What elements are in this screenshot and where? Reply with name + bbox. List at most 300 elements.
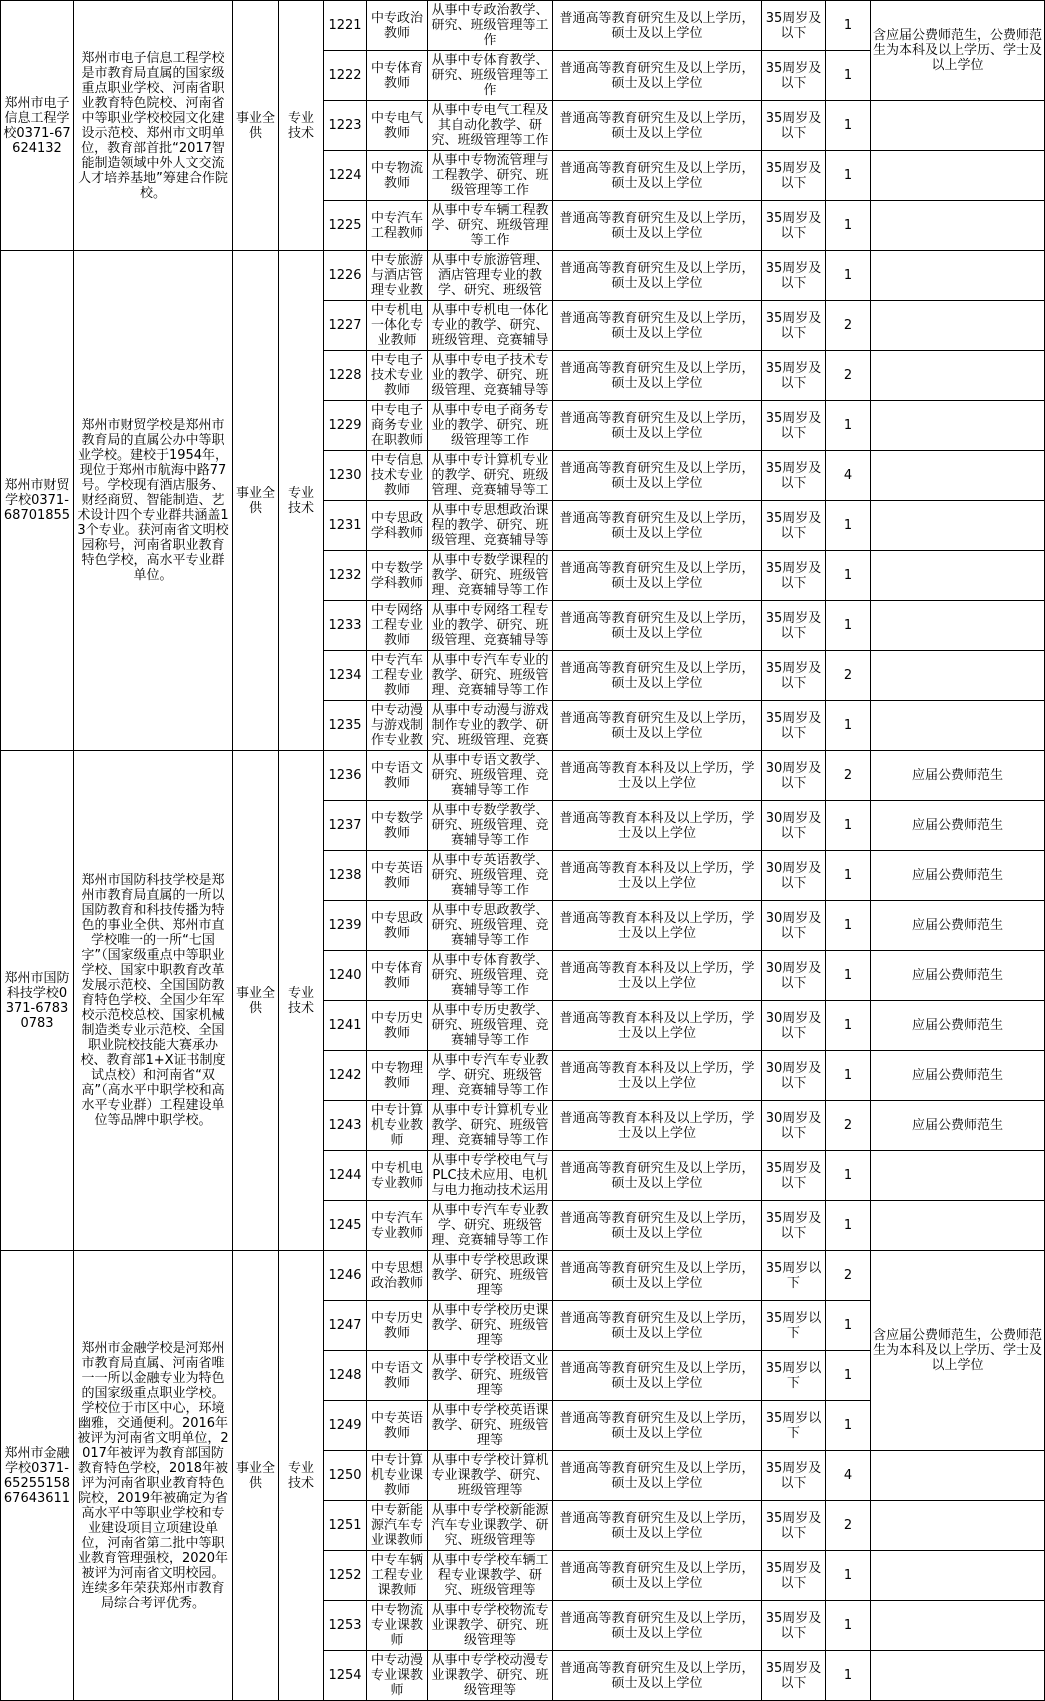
post-code-text: 1221 bbox=[328, 18, 362, 33]
headcount-text: 1 bbox=[843, 1318, 853, 1333]
remark-text: 应届公费师范生 bbox=[911, 818, 1003, 833]
duty-text: 从事中专学校英语课教学、研究、班级管理等 bbox=[431, 1403, 549, 1448]
post-code-cell bbox=[324, 51, 367, 101]
duty-text: 从事中专学校动漫专业课教学、研究、班级管理等 bbox=[431, 1653, 549, 1698]
education-text: 普通高等教育研究生及以上学历，硕士及以上学位 bbox=[559, 560, 755, 591]
post-code-text: 1234 bbox=[328, 668, 362, 683]
post-name-cell bbox=[367, 1201, 428, 1251]
duty-text: 从事中专学校计算机专业课教学、研究、班级管理等 bbox=[431, 1453, 549, 1498]
education-text: 普通高等教育本科及以上学历，学士及以上学位 bbox=[559, 860, 755, 891]
headcount-cell bbox=[826, 51, 871, 101]
post-code-cell bbox=[324, 751, 367, 801]
post-name-text: 中专新能源汽车专业课教师 bbox=[370, 1503, 423, 1548]
post-code-cell bbox=[324, 351, 367, 401]
age-text: 35周岁及以下 bbox=[765, 60, 822, 91]
age-cell bbox=[762, 1351, 826, 1401]
headcount-text: 2 bbox=[843, 668, 853, 683]
post-code-text: 1235 bbox=[328, 718, 362, 733]
duty-text: 从事中专计算机专业的教学、研究、班级管理、竞赛辅导等工 bbox=[431, 453, 549, 498]
remark-cell bbox=[871, 1201, 1045, 1251]
funding-type-cell bbox=[233, 1, 279, 251]
headcount-text: 1 bbox=[843, 718, 853, 733]
remark-text: 应届公费师范生 bbox=[911, 918, 1003, 933]
funding-type-cell bbox=[233, 1251, 279, 1701]
headcount-cell bbox=[826, 501, 871, 551]
age-cell bbox=[762, 701, 826, 751]
post-code-cell bbox=[324, 1151, 367, 1201]
post-name-cell bbox=[367, 701, 428, 751]
education-text: 普通高等教育研究生及以上学历，硕士及以上学位 bbox=[559, 510, 755, 541]
education-text: 普通高等教育研究生及以上学历，硕士及以上学位 bbox=[559, 160, 755, 191]
post-name-text: 中专电气教师 bbox=[370, 110, 423, 141]
education-text: 普通高等教育研究生及以上学历，硕士及以上学位 bbox=[559, 1360, 755, 1391]
remark-cell bbox=[871, 1, 1045, 101]
age-cell bbox=[762, 301, 826, 351]
post-name-cell bbox=[367, 901, 428, 951]
education-text: 普通高等教育本科及以上学历，学士及以上学位 bbox=[559, 1060, 755, 1091]
post-code-cell bbox=[324, 1551, 367, 1601]
post-code-text: 1236 bbox=[328, 768, 362, 783]
post-name-cell bbox=[367, 1051, 428, 1101]
age-cell bbox=[762, 201, 826, 251]
education-cell bbox=[553, 1451, 762, 1501]
headcount-cell bbox=[826, 201, 871, 251]
post-category-text: 专业技术 bbox=[287, 485, 314, 516]
post-code-text: 1237 bbox=[328, 818, 362, 833]
post-category-text: 专业技术 bbox=[287, 985, 314, 1016]
education-text: 普通高等教育研究生及以上学历，硕士及以上学位 bbox=[559, 1660, 755, 1691]
duty-text: 从事中专语文教学、研究、班级管理、竞赛辅导等工作 bbox=[431, 753, 549, 798]
age-text: 35周岁及以下 bbox=[765, 510, 822, 541]
post-code-cell bbox=[324, 1401, 367, 1451]
post-name-cell bbox=[367, 1151, 428, 1201]
post-name-cell bbox=[367, 1651, 428, 1701]
post-name-cell bbox=[367, 551, 428, 601]
education-cell bbox=[553, 1101, 762, 1151]
school-name-cell bbox=[1, 1, 74, 251]
post-code-text: 1245 bbox=[328, 1218, 362, 1233]
age-cell bbox=[762, 601, 826, 651]
remark-text: 应届公费师范生 bbox=[911, 768, 1003, 783]
post-name-text: 中专计算机专业教师 bbox=[370, 1103, 423, 1148]
post-code-cell bbox=[324, 301, 367, 351]
duty-text: 从事中专学校语文业教学、研究、班级管理等 bbox=[431, 1353, 549, 1398]
post-category-cell bbox=[279, 1251, 324, 1701]
duty-cell bbox=[428, 501, 553, 551]
remark-cell bbox=[871, 501, 1045, 551]
education-text: 普通高等教育研究生及以上学历，硕士及以上学位 bbox=[559, 1160, 755, 1191]
post-category-text: 专业技术 bbox=[287, 1460, 314, 1491]
education-text: 普通高等教育研究生及以上学历，硕士及以上学位 bbox=[559, 1260, 755, 1291]
post-name-text: 中专思想政治教师 bbox=[370, 1260, 423, 1291]
post-code-cell bbox=[324, 951, 367, 1001]
post-name-cell bbox=[367, 251, 428, 301]
education-text: 普通高等教育研究生及以上学历，硕士及以上学位 bbox=[559, 660, 755, 691]
post-name-text: 中专历史教师 bbox=[370, 1010, 423, 1041]
education-text: 普通高等教育本科及以上学历，学士及以上学位 bbox=[559, 1110, 755, 1141]
post-name-cell bbox=[367, 51, 428, 101]
duty-cell bbox=[428, 1251, 553, 1301]
remark-text: 含应届公费师范生，公费师范生为本科及以上学历、学士及以上学位 bbox=[872, 28, 1042, 73]
post-code-text: 1231 bbox=[328, 518, 362, 533]
age-text: 35周岁及以下 bbox=[765, 660, 822, 691]
post-code-text: 1251 bbox=[328, 1518, 362, 1533]
post-name-text: 中专电子技术专业教师 bbox=[370, 353, 423, 398]
duty-text: 从事中专学校历史课教学、研究、班级管理等 bbox=[431, 1303, 549, 1348]
age-text: 30周岁及以下 bbox=[765, 1110, 822, 1141]
duty-cell bbox=[428, 1201, 553, 1251]
post-name-text: 中专旅游与酒店管理专业教 bbox=[370, 253, 423, 298]
post-code-text: 1253 bbox=[328, 1618, 362, 1633]
education-text: 普通高等教育本科及以上学历，学士及以上学位 bbox=[559, 810, 755, 841]
headcount-cell bbox=[826, 101, 871, 151]
duty-text: 从事中专历史教学、研究、班级管理、竞赛辅导等工作 bbox=[431, 1003, 549, 1048]
post-name-cell bbox=[367, 801, 428, 851]
headcount-cell bbox=[826, 1201, 871, 1251]
age-text: 35周岁及以下 bbox=[765, 1510, 822, 1541]
duty-cell bbox=[428, 1651, 553, 1701]
education-cell bbox=[553, 151, 762, 201]
post-code-text: 1242 bbox=[328, 1068, 362, 1083]
age-cell bbox=[762, 1401, 826, 1451]
education-text: 普通高等教育研究生及以上学历，硕士及以上学位 bbox=[559, 60, 755, 91]
headcount-text: 1 bbox=[843, 618, 853, 633]
post-code-text: 1229 bbox=[328, 418, 362, 433]
education-cell bbox=[553, 1301, 762, 1351]
headcount-text: 2 bbox=[843, 1268, 853, 1283]
duty-text: 从事中专学校新能源汽车专业课教学、研究、班级管理等 bbox=[431, 1503, 549, 1548]
remark-cell bbox=[871, 651, 1045, 701]
age-text: 35周岁及以下 bbox=[765, 460, 822, 491]
duty-cell bbox=[428, 651, 553, 701]
duty-text: 从事中专学校思政课教学、研究、班级管理等 bbox=[431, 1253, 549, 1298]
post-code-cell bbox=[324, 901, 367, 951]
post-name-cell bbox=[367, 951, 428, 1001]
age-text: 30周岁及以下 bbox=[765, 960, 822, 991]
headcount-cell bbox=[826, 1651, 871, 1701]
post-code-cell bbox=[324, 851, 367, 901]
post-code-cell bbox=[324, 1651, 367, 1701]
post-name-cell bbox=[367, 1501, 428, 1551]
age-text: 35周岁及以下 bbox=[765, 10, 822, 41]
post-code-cell bbox=[324, 1201, 367, 1251]
age-cell bbox=[762, 251, 826, 301]
headcount-cell bbox=[826, 1251, 871, 1301]
school-name-text: 郑州市财贸学校0371-68701855 bbox=[3, 478, 71, 523]
remark-cell bbox=[871, 801, 1045, 851]
age-text: 35周岁及以下 bbox=[765, 410, 822, 441]
headcount-cell bbox=[826, 251, 871, 301]
education-cell bbox=[553, 801, 762, 851]
duty-cell bbox=[428, 1051, 553, 1101]
education-cell bbox=[553, 1, 762, 51]
education-cell bbox=[553, 251, 762, 301]
headcount-text: 1 bbox=[843, 218, 853, 233]
remark-text: 应届公费师范生 bbox=[911, 868, 1003, 883]
post-name-text: 中专英语教师 bbox=[370, 1410, 423, 1441]
duty-cell bbox=[428, 1501, 553, 1551]
headcount-text: 1 bbox=[843, 1618, 853, 1633]
post-category-cell bbox=[279, 1, 324, 251]
headcount-cell bbox=[826, 1351, 871, 1401]
post-code-text: 1222 bbox=[328, 68, 362, 83]
headcount-text: 1 bbox=[843, 1418, 853, 1433]
duty-cell bbox=[428, 551, 553, 601]
duty-text: 从事中专思政教学、研究、班级管理、竞赛辅导等工作 bbox=[431, 903, 549, 948]
post-code-cell bbox=[324, 1051, 367, 1101]
duty-text: 从事中专动漫与游戏制作专业的教学、研究、班级管理、竞赛 bbox=[431, 703, 549, 748]
post-name-text: 中专物理教师 bbox=[370, 1060, 423, 1091]
funding-type-text: 事业全供 bbox=[235, 1460, 275, 1491]
post-name-text: 中专思政学科教师 bbox=[370, 510, 423, 541]
duty-text: 从事中专车辆工程教学、研究、班级管理等工作 bbox=[431, 203, 549, 248]
school-description-text: 郑州市电子信息工程学校是市教育局直属的国家级重点职业学校、河南省职业教育特色院校、河南省中等职业学校校园文化建设示范校、郑州市文明单位，教育部首批“2017智能制造领域中外人文交流人才培养基地”筹建合作院校。 bbox=[78, 50, 228, 201]
duty-cell bbox=[428, 1401, 553, 1451]
duty-cell bbox=[428, 951, 553, 1001]
education-cell bbox=[553, 401, 762, 451]
post-name-cell bbox=[367, 601, 428, 651]
headcount-cell bbox=[826, 1601, 871, 1651]
post-name-cell bbox=[367, 1251, 428, 1301]
post-code-cell bbox=[324, 1301, 367, 1351]
education-cell bbox=[553, 1351, 762, 1401]
age-text: 35周岁及以下 bbox=[765, 210, 822, 241]
education-cell bbox=[553, 501, 762, 551]
school-description-text: 郑州市国防科技学校是郑州市教育局直属的一所以国防教育和科技传播为特色的事业全供、郑州市直学校唯一的一所“七国字”（国家级重点中等职业学校、国家中职教育改革发展示范校、全国国防教育特色学校、全国少年军校示范校总校、国家机械制造类专业示范校、全国职业院校技能大赛承办校、教育部1+X证书制度试点校）和河南省“双高”（高水平中职学校和高水平专业群）工程建设单位等品牌中职学校。 bbox=[80, 873, 226, 1128]
post-name-cell bbox=[367, 301, 428, 351]
headcount-cell bbox=[826, 701, 871, 751]
remark-cell bbox=[871, 451, 1045, 501]
post-name-text: 中专网络工程专业教师 bbox=[370, 603, 423, 648]
age-cell bbox=[762, 1651, 826, 1701]
education-text: 普通高等教育研究生及以上学历，硕士及以上学位 bbox=[559, 1610, 755, 1641]
age-cell bbox=[762, 901, 826, 951]
education-cell bbox=[553, 951, 762, 1001]
post-name-text: 中专思政教师 bbox=[370, 910, 423, 941]
education-cell bbox=[553, 1201, 762, 1251]
post-code-text: 1247 bbox=[328, 1318, 362, 1333]
school-description-cell bbox=[74, 751, 233, 1251]
headcount-text: 1 bbox=[843, 968, 853, 983]
headcount-text: 1 bbox=[843, 68, 853, 83]
age-text: 35周岁及以下 bbox=[765, 560, 822, 591]
duty-cell bbox=[428, 601, 553, 651]
headcount-text: 2 bbox=[843, 768, 853, 783]
duty-text: 从事中专体育教学、研究、班级管理等工作 bbox=[431, 53, 549, 98]
age-text: 35周岁以下 bbox=[765, 1310, 822, 1341]
post-name-text: 中专历史教师 bbox=[370, 1310, 423, 1341]
age-cell bbox=[762, 751, 826, 801]
post-code-text: 1230 bbox=[328, 468, 362, 483]
post-name-cell bbox=[367, 101, 428, 151]
duty-cell bbox=[428, 751, 553, 801]
headcount-text: 4 bbox=[843, 1468, 853, 1483]
post-name-text: 中专机电专业教师 bbox=[370, 1160, 423, 1191]
remark-cell bbox=[871, 1501, 1045, 1551]
headcount-cell bbox=[826, 1151, 871, 1201]
post-name-text: 中专车辆工程专业课教师 bbox=[370, 1553, 423, 1598]
post-name-text: 中专体育教师 bbox=[370, 60, 423, 91]
education-text: 普通高等教育研究生及以上学历，硕士及以上学位 bbox=[559, 1560, 755, 1591]
post-code-text: 1227 bbox=[328, 318, 362, 333]
headcount-cell bbox=[826, 601, 871, 651]
post-code-cell bbox=[324, 151, 367, 201]
education-cell bbox=[553, 1151, 762, 1201]
headcount-text: 1 bbox=[843, 118, 853, 133]
post-name-text: 中专计算机专业课教师 bbox=[370, 1453, 423, 1498]
remark-text: 应届公费师范生 bbox=[911, 1018, 1003, 1033]
age-cell bbox=[762, 951, 826, 1001]
post-name-text: 中专体育教师 bbox=[370, 960, 423, 991]
headcount-cell bbox=[826, 1101, 871, 1151]
headcount-text: 2 bbox=[843, 368, 853, 383]
remark-cell bbox=[871, 301, 1045, 351]
headcount-text: 1 bbox=[843, 1018, 853, 1033]
post-name-cell bbox=[367, 1451, 428, 1501]
age-text: 35周岁以下 bbox=[765, 1260, 822, 1291]
remark-cell bbox=[871, 151, 1045, 201]
duty-text: 从事中专英语教学、研究、班级管理、竞赛辅导等工作 bbox=[431, 853, 549, 898]
headcount-cell bbox=[826, 451, 871, 501]
post-code-text: 1249 bbox=[328, 1418, 362, 1433]
post-name-cell bbox=[367, 351, 428, 401]
duty-text: 从事中专学校物流专业课教学、研究、班级管理等 bbox=[431, 1603, 549, 1648]
education-cell bbox=[553, 651, 762, 701]
post-category-text: 专业技术 bbox=[287, 110, 314, 141]
remark-cell bbox=[871, 1051, 1045, 1101]
education-cell bbox=[553, 1401, 762, 1451]
duty-text: 从事中专汽车专业教学、研究、班级管理、竞赛辅导等工作 bbox=[431, 1203, 549, 1248]
age-text: 35周岁及以下 bbox=[765, 1160, 822, 1191]
age-text: 35周岁及以下 bbox=[765, 610, 822, 641]
post-name-text: 中专机电一体化专业教师 bbox=[370, 303, 423, 348]
post-code-cell bbox=[324, 1001, 367, 1051]
age-text: 35周岁及以下 bbox=[765, 1660, 822, 1691]
age-cell bbox=[762, 1251, 826, 1301]
age-cell bbox=[762, 1301, 826, 1351]
education-text: 普通高等教育研究生及以上学历，硕士及以上学位 bbox=[559, 1210, 755, 1241]
headcount-cell bbox=[826, 401, 871, 451]
post-code-cell bbox=[324, 1, 367, 51]
remark-cell bbox=[871, 1551, 1045, 1601]
remark-text: 应届公费师范生 bbox=[911, 1118, 1003, 1133]
age-text: 30周岁及以下 bbox=[765, 910, 822, 941]
education-cell bbox=[553, 1651, 762, 1701]
post-name-cell bbox=[367, 751, 428, 801]
post-code-cell bbox=[324, 451, 367, 501]
post-code-text: 1225 bbox=[328, 218, 362, 233]
remark-cell bbox=[871, 1601, 1045, 1651]
age-cell bbox=[762, 851, 826, 901]
age-cell bbox=[762, 401, 826, 451]
duty-text: 从事中专电气工程及其自动化教学、研究、班级管理等工作 bbox=[431, 103, 549, 148]
age-cell bbox=[762, 51, 826, 101]
education-cell bbox=[553, 1501, 762, 1551]
duty-text: 从事中专数学教学、研究、班级管理、竞赛辅导等工作 bbox=[431, 803, 549, 848]
duty-cell bbox=[428, 1551, 553, 1601]
duty-text: 从事中专学校车辆工程专业课教学、研究、班级管理等 bbox=[431, 1553, 549, 1598]
education-text: 普通高等教育研究生及以上学历，硕士及以上学位 bbox=[559, 610, 755, 641]
post-code-cell bbox=[324, 101, 367, 151]
school-description-cell bbox=[74, 1, 233, 251]
duty-cell bbox=[428, 901, 553, 951]
remark-cell bbox=[871, 251, 1045, 301]
education-cell bbox=[553, 751, 762, 801]
remark-cell bbox=[871, 1151, 1045, 1201]
age-text: 35周岁及以下 bbox=[765, 310, 822, 341]
post-code-text: 1241 bbox=[328, 1018, 362, 1033]
post-name-cell bbox=[367, 1401, 428, 1451]
post-name-cell bbox=[367, 201, 428, 251]
age-cell bbox=[762, 1101, 826, 1151]
post-code-text: 1226 bbox=[328, 268, 362, 283]
duty-text: 从事中专思想政治课程的教学、研究、班级管理、竞赛辅导等 bbox=[431, 503, 549, 548]
duty-text: 从事中专物流管理与工程教学、研究、班级管理等工作 bbox=[431, 153, 549, 198]
remark-text: 含应届公费师范生，公费师范生为本科及以上学历、学士及以上学位 bbox=[872, 1328, 1042, 1373]
age-text: 35周岁以下 bbox=[765, 1410, 822, 1441]
duty-cell bbox=[428, 1151, 553, 1201]
funding-type-text: 事业全供 bbox=[235, 985, 275, 1016]
age-cell bbox=[762, 501, 826, 551]
post-code-text: 1239 bbox=[328, 918, 362, 933]
funding-type-cell bbox=[233, 251, 279, 751]
headcount-cell bbox=[826, 1, 871, 51]
remark-cell bbox=[871, 1651, 1045, 1701]
education-cell bbox=[553, 1251, 762, 1301]
post-code-text: 1250 bbox=[328, 1468, 362, 1483]
duty-cell bbox=[428, 801, 553, 851]
post-name-cell bbox=[367, 851, 428, 901]
post-code-cell bbox=[324, 501, 367, 551]
school-description-cell bbox=[74, 251, 233, 751]
education-cell bbox=[553, 1551, 762, 1601]
age-text: 35周岁及以下 bbox=[765, 710, 822, 741]
age-text: 35周岁及以下 bbox=[765, 160, 822, 191]
headcount-cell bbox=[826, 1301, 871, 1351]
age-text: 30周岁及以下 bbox=[765, 760, 822, 791]
post-code-cell bbox=[324, 1251, 367, 1301]
headcount-cell bbox=[826, 1501, 871, 1551]
duty-text: 从事中专汽车专业的教学、研究、班级管理、竞赛辅导等工作 bbox=[431, 653, 549, 698]
education-text: 普通高等教育本科及以上学历，学士及以上学位 bbox=[559, 910, 755, 941]
post-name-cell bbox=[367, 1, 428, 51]
duty-cell bbox=[428, 701, 553, 751]
post-name-cell bbox=[367, 501, 428, 551]
headcount-text: 2 bbox=[843, 318, 853, 333]
education-text: 普通高等教育研究生及以上学历，硕士及以上学位 bbox=[559, 1410, 755, 1441]
post-name-text: 中专电子商务专业在职教师 bbox=[370, 403, 423, 448]
headcount-cell bbox=[826, 1551, 871, 1601]
headcount-cell bbox=[826, 851, 871, 901]
education-text: 普通高等教育本科及以上学历，学士及以上学位 bbox=[559, 1010, 755, 1041]
post-name-cell bbox=[367, 651, 428, 701]
education-text: 普通高等教育研究生及以上学历，硕士及以上学位 bbox=[559, 110, 755, 141]
age-text: 35周岁以下 bbox=[765, 1360, 822, 1391]
remark-text: 应届公费师范生 bbox=[911, 1068, 1003, 1083]
headcount-text: 1 bbox=[843, 1068, 853, 1083]
post-name-text: 中专政治教师 bbox=[370, 10, 423, 41]
post-name-text: 中专物流专业课教师 bbox=[370, 1603, 423, 1648]
education-cell bbox=[553, 601, 762, 651]
duty-cell bbox=[428, 301, 553, 351]
school-name-text: 郑州市电子信息工程学校0371-67624132 bbox=[3, 95, 71, 156]
post-name-cell bbox=[367, 1551, 428, 1601]
school-name-cell bbox=[1, 251, 74, 751]
headcount-cell bbox=[826, 651, 871, 701]
headcount-cell bbox=[826, 351, 871, 401]
duty-cell bbox=[428, 1351, 553, 1401]
school-description-text: 郑州市财贸学校是郑州市教育局的直属公办中等职业学校。建校于1954年，现位于郑州市航海中路77号。学校现有酒店服务、财经商贸、智能制造、艺术设计四个专业群共涵盖13个专业。获河南省文明校园称号，河南省职业教育特色学校，高水平专业群单位。 bbox=[77, 418, 229, 583]
